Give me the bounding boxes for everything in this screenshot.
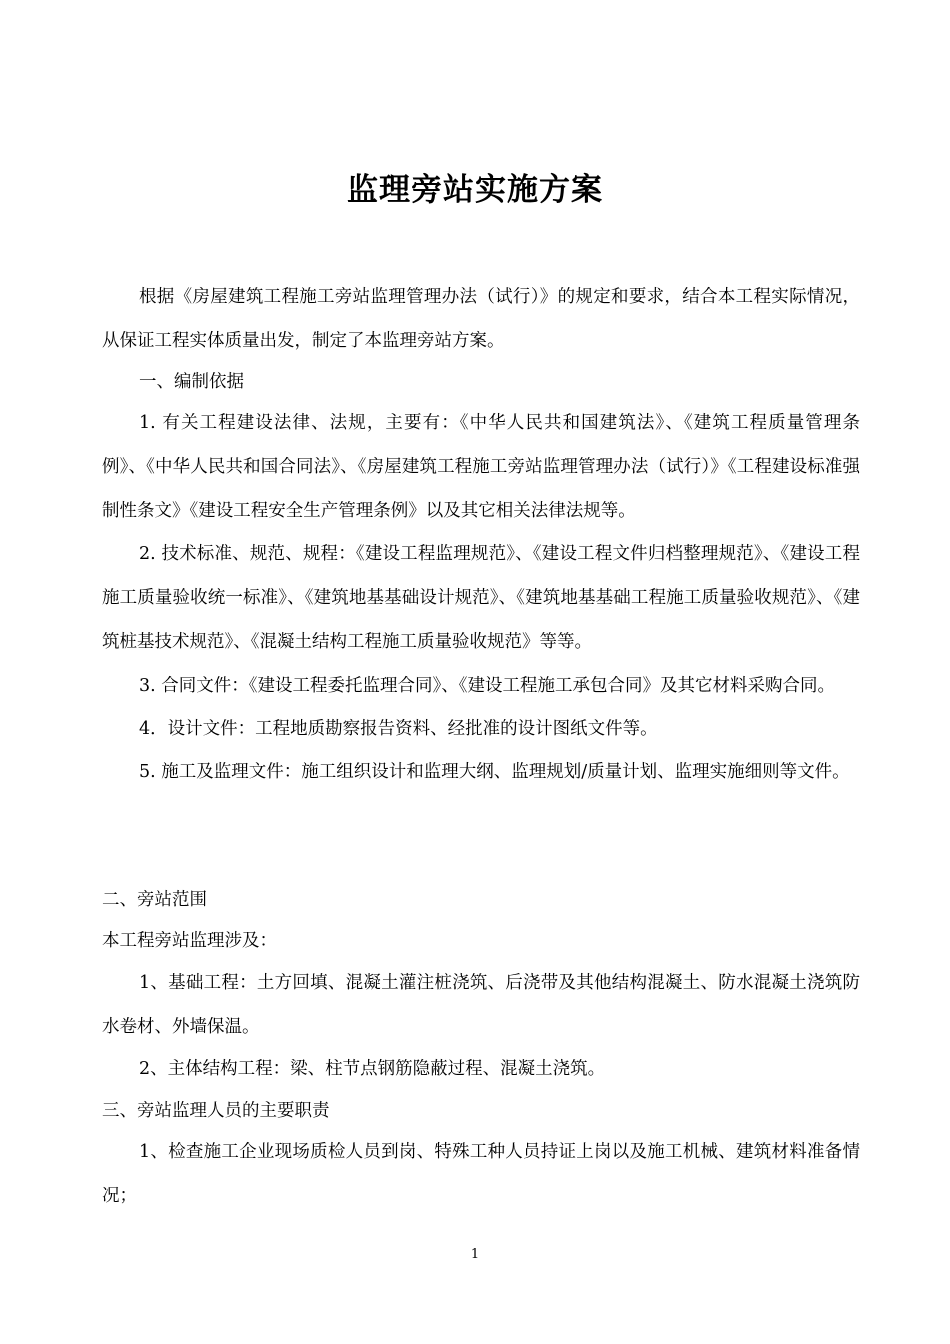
- basis-item-1: 1. 有关工程建设法律、法规，主要有：《中华人民共和国建筑法》、《建筑工程质量管理条例》、《中华人民共和国合同法》、《房屋建筑工程施工旁站监理管理办法（试行）》《工程建设标准强制性条文》《建设工程安全生产管理条例》以及其它相关法律法规等。: [102, 413, 860, 521]
- basis-item-2: 2. 技术标准、规范、规程：《建设工程监理规范》、《建设工程文件归档整理规范》、《建设工程施工质量验收统一标准》、《建筑地基基础设计规范》、《建筑地基基础工程施工质量验收规范》、《建筑桩基技术规范》、《混凝土结构工程施工质量验收规范》等等。: [102, 544, 860, 652]
- duty-item-1: 1、检查施工企业现场质检人员到岗、特殊工种人员持证上岗以及施工机械、建筑材料准备情况；: [102, 1142, 860, 1206]
- basis-item-3: 3. 合同文件：《建设工程委托监理合同》、《建设工程施工承包合同》及其它材料采购合同。: [139, 676, 836, 696]
- section-heading-duties: 三、旁站监理人员的主要职责: [102, 1101, 330, 1121]
- basis-item-5: 5. 施工及监理文件：施工组织设计和监理大纲、监理规划/质量计划、监理实施细则等文件。: [139, 762, 850, 782]
- basis-item-4: 4．设计文件：工程地质勘察报告资料、经批准的设计图纸文件等。: [139, 719, 658, 739]
- document-title: 监理旁站实施方案: [347, 172, 603, 208]
- section-heading-basis: 一、编制依据: [139, 372, 244, 392]
- scope-item-1: 1、基础工程：土方回填、混凝土灌注桩浇筑、后浇带及其他结构混凝土、防水混凝土浇筑防水卷材、外墙保温。: [102, 973, 860, 1037]
- scope-item-2: 2、主体结构工程：梁、柱节点钢筋隐蔽过程、混凝土浇筑。: [139, 1059, 606, 1079]
- scope-intro: 本工程旁站监理涉及：: [102, 931, 277, 951]
- intro-paragraph: 根据《房屋建筑工程施工旁站监理管理办法（试行）》的规定和要求，结合本工程实际情况，从保证工程实体质量出发，制定了本监理旁站方案。: [102, 287, 860, 351]
- section-heading-scope: 二、旁站范围: [102, 890, 207, 910]
- page-number: 1: [470, 1247, 480, 1262]
